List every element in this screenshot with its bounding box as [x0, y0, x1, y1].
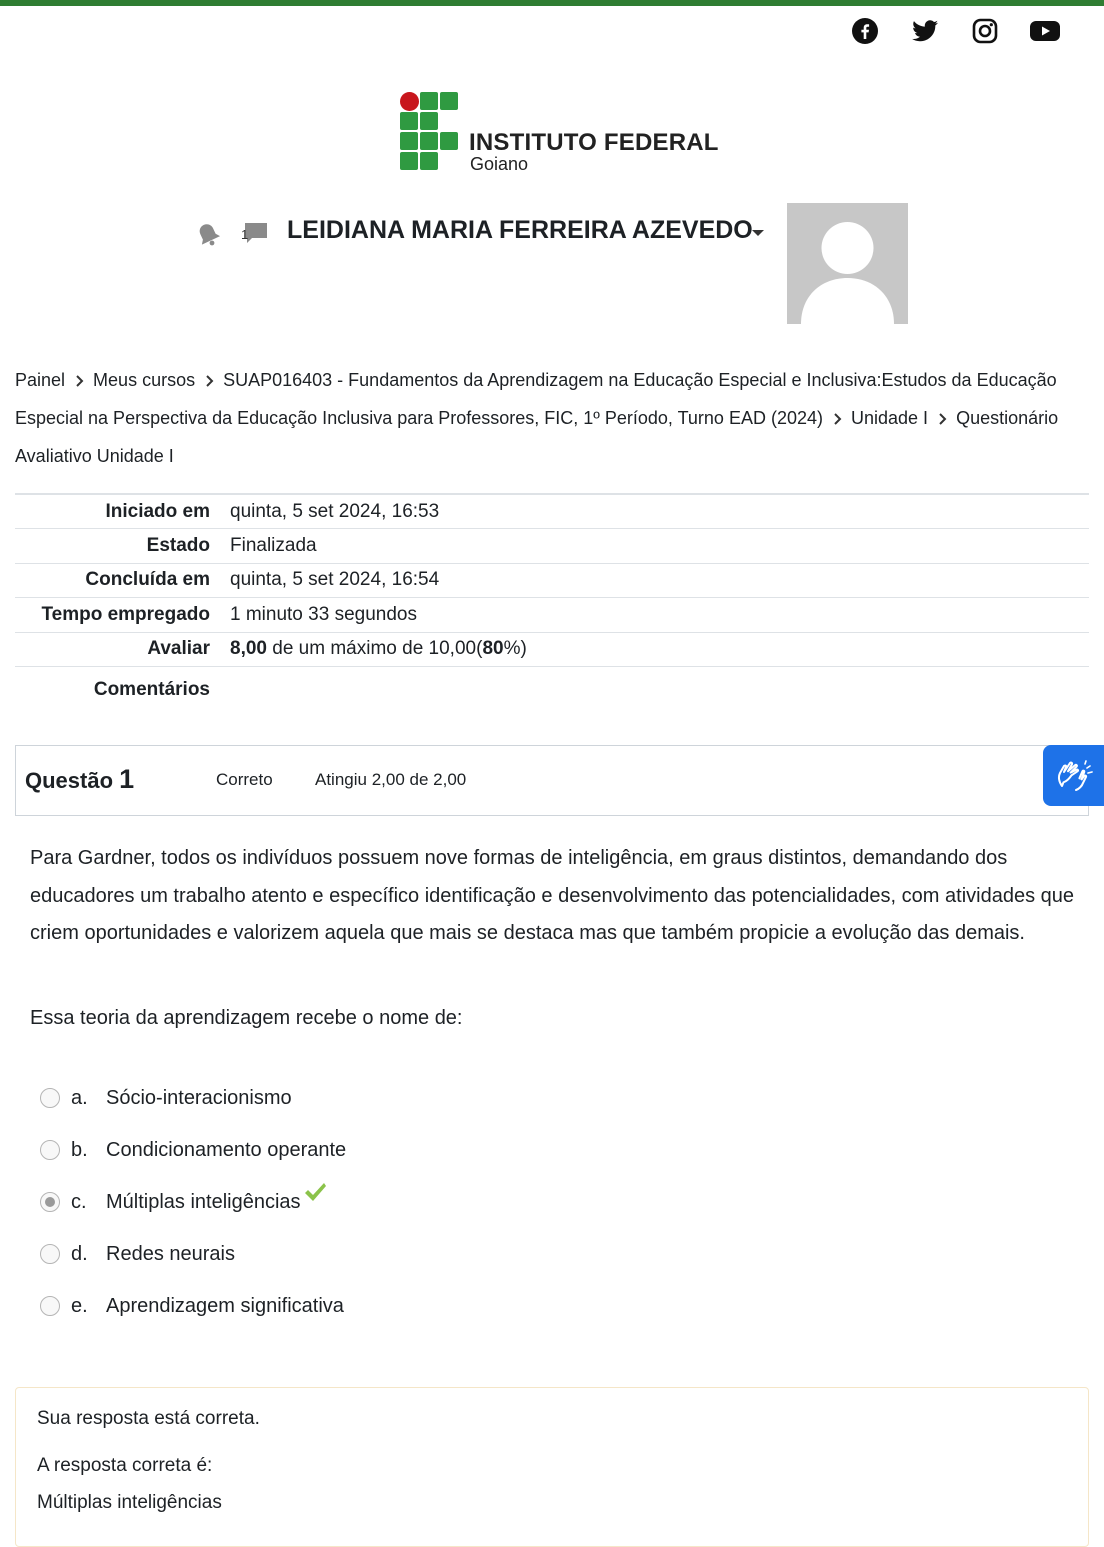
- answer-option-e[interactable]: [40, 1280, 346, 1332]
- started-value: quinta, 5 set 2024, 16:53: [230, 494, 1089, 529]
- correct-check-icon: [303, 1180, 327, 1210]
- radio-button[interactable]: [40, 1088, 60, 1108]
- user-name[interactable]: LEIDIANA MARIA FERREIRA AZEVEDO: [287, 216, 753, 244]
- chevron-right-icon: [205, 363, 214, 401]
- grade-value: [230, 632, 1089, 667]
- answer-text: Redes neurais: [106, 1242, 235, 1265]
- messages-count-badge: 1: [241, 227, 249, 242]
- feedback-status: Sua resposta está correta.: [37, 1408, 260, 1429]
- question-grade: Atingiu 2,00 de 2,00: [315, 770, 467, 789]
- chevron-right-icon: [938, 401, 947, 439]
- question-prompt: Essa teoria da aprendizagem recebe o nome de:: [30, 1007, 463, 1029]
- time-label: Tempo empregado: [15, 598, 230, 633]
- completed-label: Concluída em: [15, 563, 230, 598]
- table-row: [15, 632, 1089, 667]
- comments-value: [230, 667, 1089, 717]
- institution-logo[interactable]: [400, 92, 720, 176]
- completed-value: quinta, 5 set 2024, 16:54: [230, 563, 1089, 598]
- breadcrumb-item-quiz[interactable]: Questionário Avaliativo Unidade I: [15, 408, 1059, 466]
- vlibras-accessibility-button[interactable]: [1043, 745, 1104, 806]
- correct-answer-label: A resposta correta é:: [37, 1455, 213, 1476]
- answer-letter: a.: [71, 1086, 88, 1109]
- chevron-right-icon: [75, 363, 84, 401]
- answer-option-b[interactable]: [40, 1124, 346, 1176]
- question-state: Correto: [216, 770, 273, 789]
- user-menu-bar: [195, 203, 915, 325]
- breadcrumb-item-course[interactable]: SUAP016403 - Fundamentos da Aprendizagem na Educação Especial e Inclusiva:Estudos da Educação Especial na Perspectiva da Educação Inclusiva para Professores, FIC, 1º Período, Turno EAD (2024): [15, 370, 1057, 428]
- grade-end: %): [503, 638, 527, 660]
- grade-label: Avaliar: [15, 632, 230, 667]
- logo-mark: [400, 92, 460, 172]
- answer-letter: c.: [71, 1190, 87, 1213]
- answer-text: Sócio-interacionismo: [106, 1086, 292, 1109]
- facebook-icon[interactable]: [848, 16, 882, 46]
- sign-language-hands-icon: [1054, 756, 1094, 796]
- breadcrumb-item-painel[interactable]: Painel: [15, 370, 66, 390]
- notifications-bell-icon[interactable]: [195, 221, 221, 247]
- correct-answer-value: Múltiplas inteligências: [37, 1492, 222, 1513]
- attempt-summary-table: [15, 493, 1089, 717]
- radio-button[interactable]: [40, 1140, 60, 1160]
- answer-option-d[interactable]: [40, 1228, 346, 1280]
- answer-option-a[interactable]: [40, 1072, 346, 1124]
- youtube-icon[interactable]: [1028, 16, 1062, 46]
- state-value: Finalizada: [230, 529, 1089, 564]
- grade-percent: 80: [482, 638, 504, 660]
- chevron-right-icon: [833, 401, 842, 439]
- question-label: Questão: [25, 768, 114, 793]
- radio-button[interactable]: [40, 1244, 60, 1264]
- table-row: [15, 494, 1089, 529]
- table-row: [15, 667, 1089, 717]
- radio-button[interactable]: [40, 1296, 60, 1316]
- question-text: Para Gardner, todos os indivíduos possuem nove formas de inteligência, em graus distintos, demandando dos educadores um trabalho atento e específico identificação e desenvolvimento das potencialidades, com atividades que criem oportunidades e valorizem aquela que mais se destaca mas que também propicie a evolução das demais.: [30, 847, 1074, 944]
- answer-letter: e.: [71, 1294, 88, 1317]
- breadcrumb: [15, 362, 1090, 476]
- instagram-icon[interactable]: [968, 16, 1002, 46]
- grade-max: de um máximo de 10,00(: [266, 638, 483, 660]
- logo-title: INSTITUTO FEDERAL: [469, 129, 719, 156]
- radio-button-selected[interactable]: [40, 1192, 60, 1212]
- top-brand-bar: [0, 0, 1104, 6]
- user-menu-caret-icon[interactable]: [752, 230, 764, 236]
- feedback-box: [15, 1387, 1089, 1547]
- state-label: Estado: [15, 529, 230, 564]
- time-value: 1 minuto 33 segundos: [230, 598, 1089, 633]
- breadcrumb-item-unit[interactable]: Unidade I: [851, 408, 929, 428]
- answer-text: Condicionamento operante: [106, 1138, 347, 1161]
- answer-option-c[interactable]: [40, 1176, 346, 1228]
- twitter-icon[interactable]: [908, 16, 942, 46]
- answer-letter: b.: [71, 1138, 88, 1161]
- breadcrumb-item-meus-cursos[interactable]: Meus cursos: [93, 370, 196, 390]
- started-label: Iniciado em: [15, 494, 230, 529]
- avatar[interactable]: [787, 203, 908, 324]
- logo-subtitle: Goiano: [470, 154, 529, 174]
- table-row: [15, 563, 1089, 598]
- answer-list: [40, 1072, 346, 1332]
- table-row: [15, 598, 1089, 633]
- answer-text: Aprendizagem significativa: [106, 1294, 344, 1317]
- comments-label: Comentários: [15, 667, 230, 717]
- question-number-value: 1: [119, 764, 135, 794]
- table-row: [15, 529, 1089, 564]
- answer-letter: d.: [71, 1242, 88, 1265]
- question-number: [25, 764, 134, 795]
- question-info-box: [15, 745, 1089, 816]
- answer-text: Múltiplas inteligências: [106, 1190, 301, 1213]
- grade-score: 8,00: [230, 638, 267, 660]
- social-links: [848, 16, 1062, 46]
